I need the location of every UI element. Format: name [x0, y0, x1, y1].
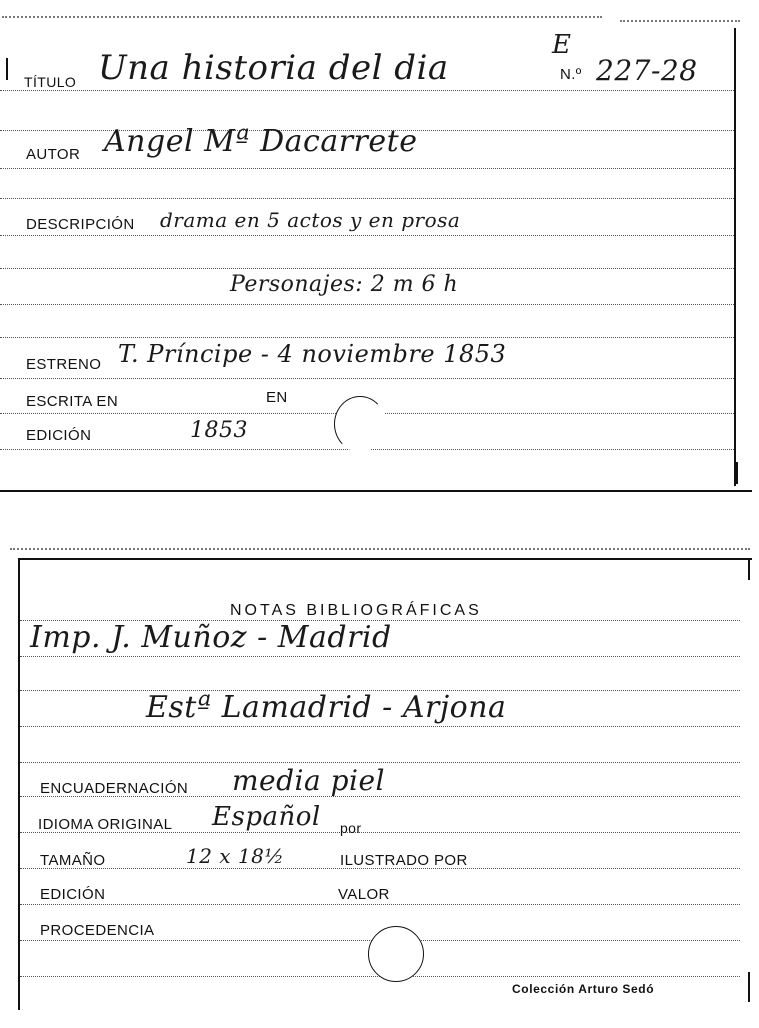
autor-value: Angel Mª Dacarrete: [104, 124, 418, 159]
edicion-label: EDICIÓN: [26, 427, 92, 444]
rule-line: [0, 304, 734, 305]
card-right-tick: [736, 462, 738, 484]
catalog-card-top: [0, 0, 759, 495]
rule-line: [0, 198, 734, 199]
edicion-value: 1853: [190, 418, 248, 443]
ilustrado-label: ILUSTRADO POR: [340, 852, 468, 869]
catalog-card-bottom: [0, 540, 759, 1028]
estreno-value: T. Príncipe - 4 noviembre 1853: [118, 340, 507, 368]
idioma-value: Español: [212, 802, 321, 832]
rule-line: [20, 762, 740, 763]
card-right-border: [734, 28, 736, 486]
scan-edge-specks: [10, 548, 750, 553]
autor-label: AUTOR: [26, 146, 81, 163]
rule-line: [0, 268, 734, 269]
punch-hole: [368, 926, 424, 982]
note-line-2: Estª Lamadrid - Arjona: [146, 690, 507, 725]
card-left-border: [18, 558, 20, 1010]
titulo-value: Una historia del dia: [98, 48, 449, 88]
procedencia-label: PROCEDENCIA: [40, 922, 155, 939]
descripcion-value: drama en 5 actos y en prosa: [160, 208, 461, 232]
encuadernacion-label: ENCUADERNACIÓN: [40, 780, 189, 797]
card-top-border: [18, 558, 752, 560]
idioma-label: IDIOMA ORIGINAL: [38, 816, 173, 833]
rule-line: [20, 904, 740, 905]
punch-hole: [334, 396, 386, 452]
rule-line: [0, 235, 734, 236]
valor-label: VALOR: [338, 886, 390, 903]
tamano-value: 12 x 18½: [186, 844, 285, 868]
en-label: EN: [266, 389, 288, 406]
note-line-1: Imp. J. Muñoz - Madrid: [30, 620, 392, 655]
rule-line: [0, 337, 734, 338]
rule-line: [0, 378, 734, 379]
por-label: por: [340, 820, 362, 836]
card-right-tick: [748, 972, 750, 1002]
edicion-label: EDICIÓN: [40, 886, 106, 903]
scan-edge-specks: [620, 20, 740, 25]
titulo-label: TÍTULO: [24, 74, 77, 90]
card-right-tick: [748, 558, 750, 580]
rule-line: [20, 656, 740, 657]
encuadernacion-value: media piel: [232, 764, 385, 797]
descripcion-label: DESCRIPCIÓN: [26, 216, 135, 233]
coleccion-stamp: Colección Arturo Sedó: [512, 982, 655, 996]
personajes-value: Personajes: 2 m 6 h: [230, 272, 459, 297]
notas-header: NOTAS BIBLIOGRÁFICAS: [230, 602, 482, 619]
card-bottom-border: [0, 490, 752, 492]
numero-label: N.º: [560, 66, 582, 83]
rule-line: [0, 168, 734, 169]
escrita-label: ESCRITA EN: [26, 393, 119, 410]
rule-line: [0, 90, 734, 91]
scan-edge-specks: [2, 16, 602, 21]
rule-line: [20, 726, 740, 727]
mark-e: E: [552, 30, 572, 60]
estreno-label: ESTRENO: [26, 356, 102, 373]
card-left-tick: [6, 58, 8, 80]
tamano-label: TAMAÑO: [40, 852, 106, 869]
numero-value: 227-28: [596, 54, 698, 87]
